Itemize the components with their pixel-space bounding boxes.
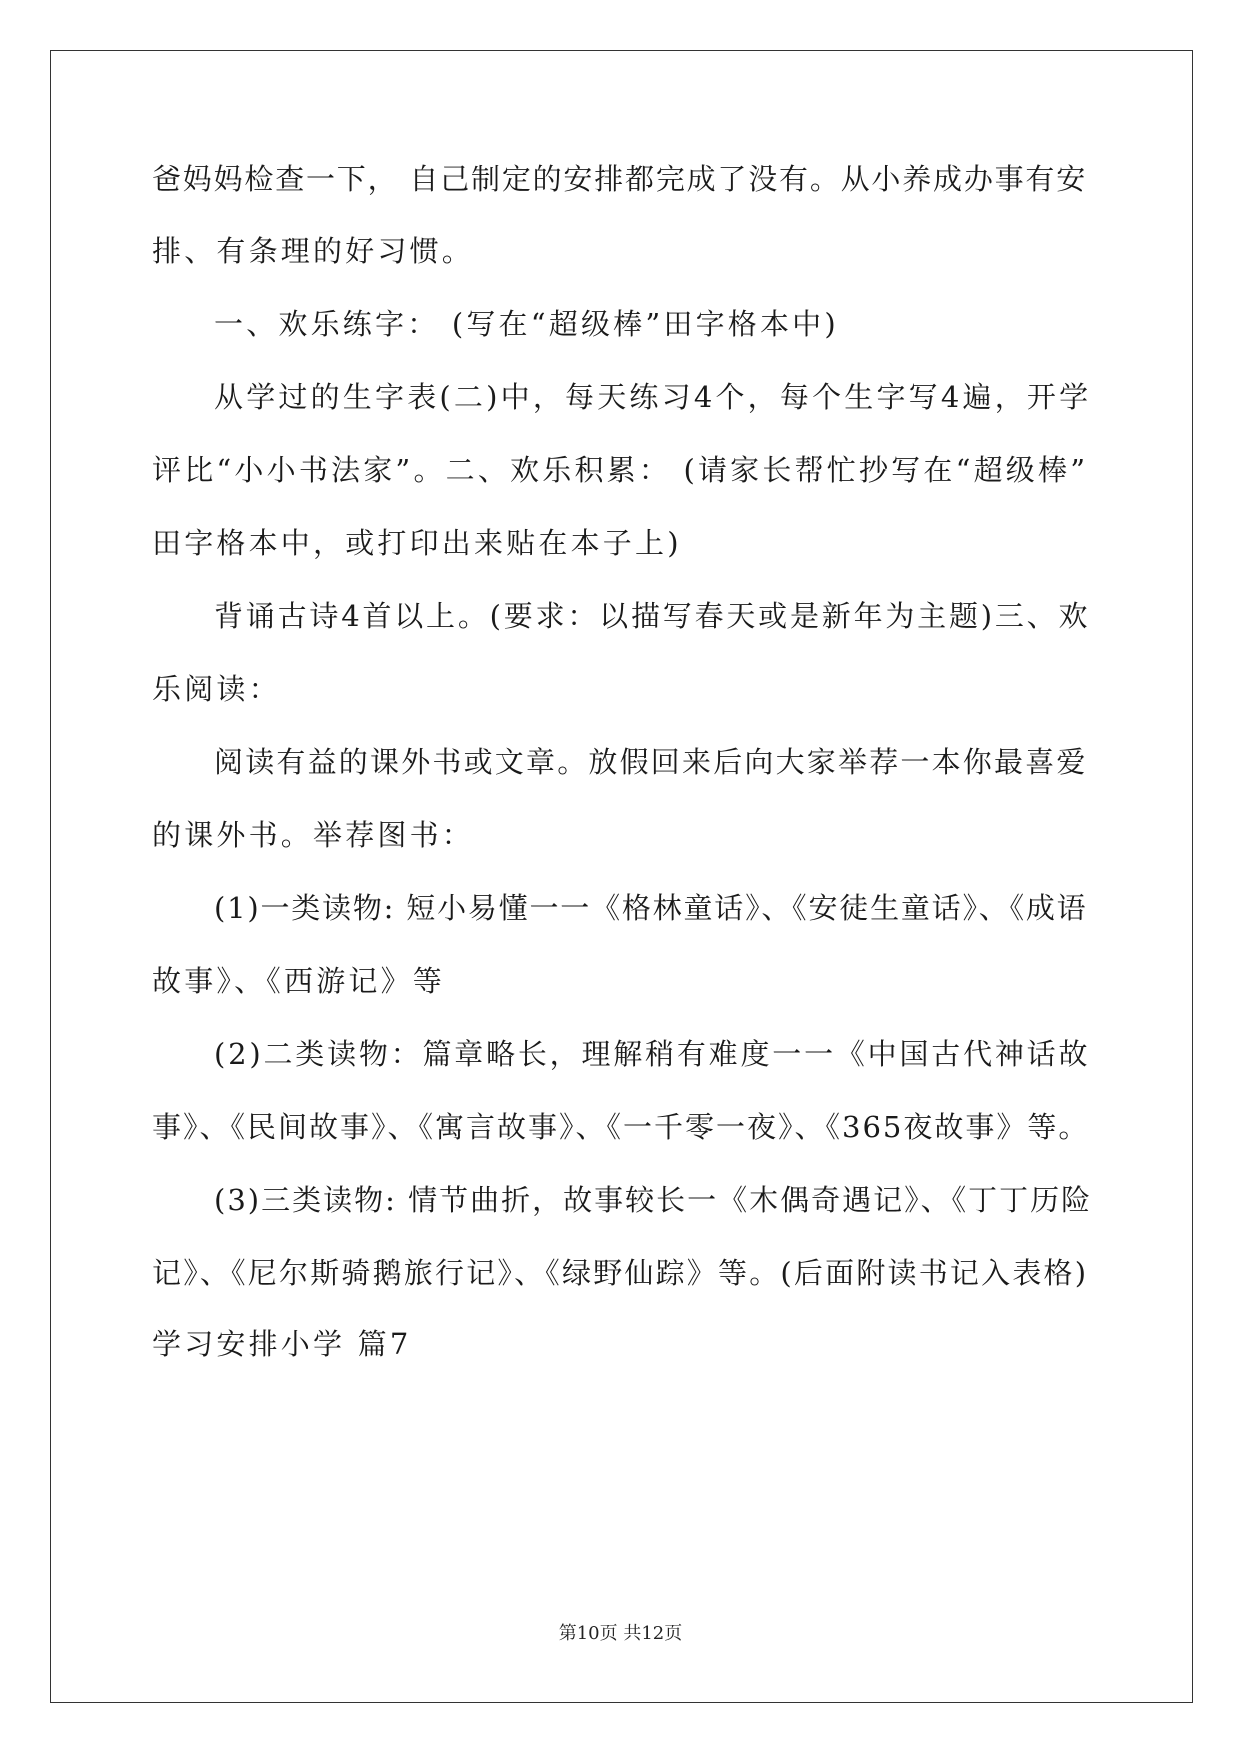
text-line: 背诵古诗4首以上。(要求：以描写春天或是新年为主题)三、欢 [214,599,1091,633]
text-line: 田字格本中，或打印出来贴在本子上) [152,526,682,560]
text-line: (1)一类读物: 短小易懂一一《格林童话》、《安徒生童话》、《成语 [214,891,1088,925]
text-line: 评比“小小书法家”。二、欢乐积累： (请家长帮忙抄写在“超级棒” [152,453,1089,487]
page-border [50,50,1193,1703]
section-heading: 一、欢乐练字： (写在“超级棒”田字格本中) [214,307,839,341]
text-line: 的课外书。举荐图书： [152,818,475,852]
text-line: 事》、《民间故事》、《寓言故事》、《一千零一夜》、《365夜故事》等。 [152,1110,1090,1144]
page-number: 第10页 共12页 [558,1623,683,1644]
text-line: (2)二类读物：篇章略长，理解稍有难度一一《中国古代神话故 [214,1037,1091,1071]
text-line: 故事》、《西游记》等 [152,964,446,998]
text-line: 乐阅读： [152,672,281,706]
text-line: 阅读有益的课外书或文章。放假回来后向大家举荐一本你最喜爱 [214,745,1088,779]
section-title: 学习安排小学 篇7 [152,1327,412,1361]
text-line: (3)三类读物: 情节曲折，故事较长一《木偶奇遇记》、《丁丁历险 [214,1183,1093,1217]
text-line: 排、有条理的好习惯。 [152,234,475,268]
text-line: 从学过的生字表(二)中，每天练习4个，每个生字写4遍，开学 [214,380,1092,414]
text-line: 爸妈妈检查一下， 自己制定的安排都完成了没有。从小养成办事有安 [152,162,1088,196]
text-line: 记》、《尼尔斯骑鹅旅行记》、《绿野仙踪》等。(后面附读书记入表格) [152,1256,1089,1290]
